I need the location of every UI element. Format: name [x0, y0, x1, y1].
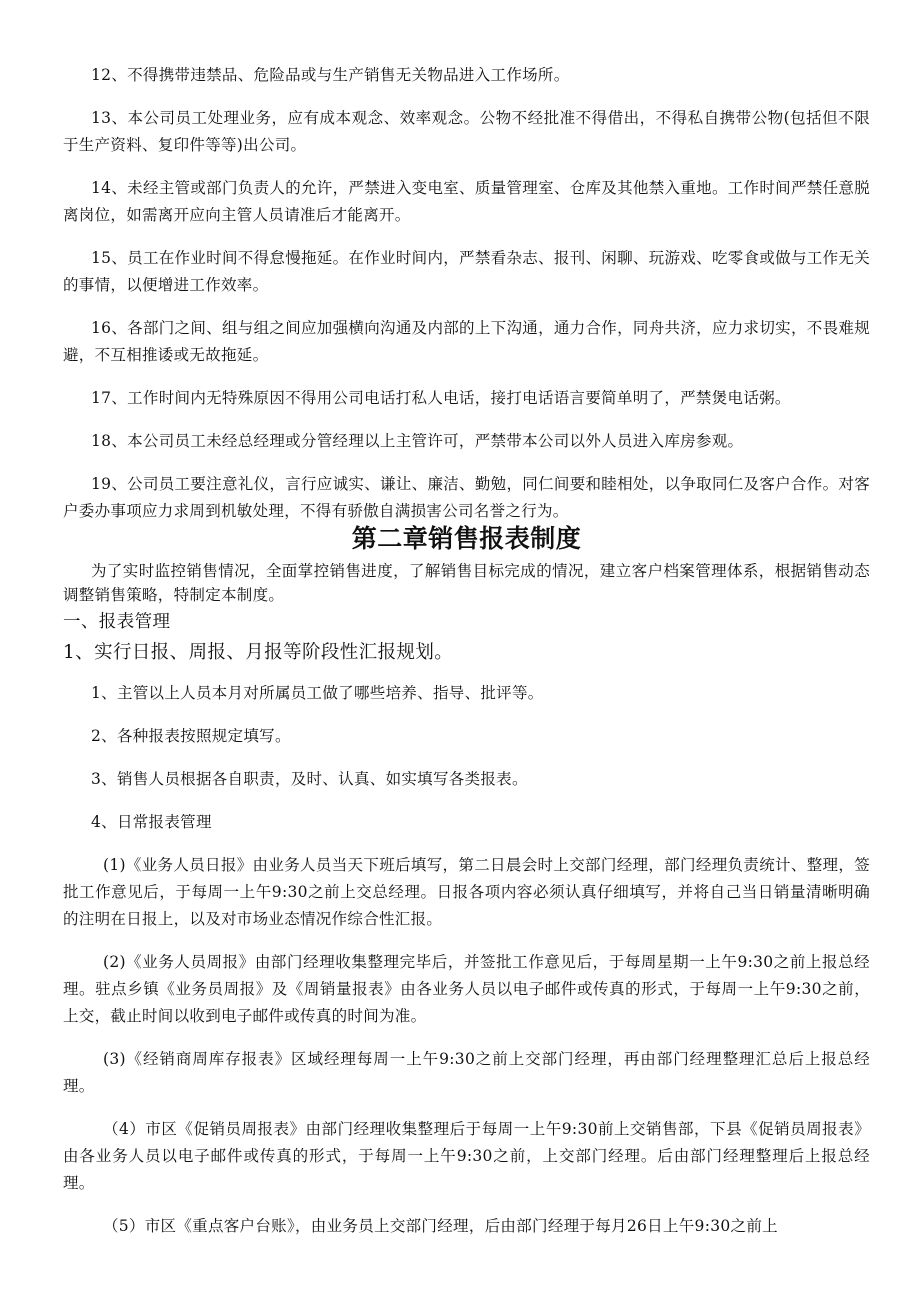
chapter-intro: 为了实时监控销售情况，全面掌控销售进度，了解销售目标完成的情况，建立客户档案管理体系，根据销售动态调整销售策略，特制定本制度。 [63, 562, 870, 604]
rule-19: 19、公司员工要注意礼仪，言行应诚实、谦让、廉洁、勤勉，同仁间要和睦相处，以争取同仁及客户合作。对客户委办事项应力求周到机敏处理，不得有骄傲自满损害公司名誉之行为。 [63, 475, 870, 520]
section-heading: 一、报表管理 [63, 612, 171, 632]
rule-13: 13、本公司员工处理业务，应有成本观念、效率观念。公物不经批准不得借出，不得私自携带公物(包括但不限于生产资料、复印件等等)出公司。 [63, 109, 870, 154]
rule-15: 15、员工在作业时间不得怠慢拖延。在作业时间内，严禁看杂志、报刊、闲聊、玩游戏、吃零食或做与工作无关的事情，以便增进工作效率。 [63, 249, 870, 294]
list-item: 2、各种报表按照规定填写。 [91, 727, 291, 745]
chapter-title: 第二章销售报表制度 [351, 524, 582, 553]
rule-12: 12、不得携带违禁品、危险品或与生产销售无关物品进入工作场所。 [91, 66, 570, 84]
sub-list-item: (1)《业务人员日报》由业务人员当天下班后填写，第二日晨会时上交部门经理，部门经理负责统计、整理，签批工作意见后，于每周一上午9:30之前上交总经理。日报各项内容必须认真仔细填写，并将自己当日销量清晰明确的注明在日报上，以及对市场业态情况作综合性汇报。 [63, 856, 870, 928]
rule-18: 18、本公司员工未经总经理或分管经理以上主管许可，严禁带本公司以外人员进入库房参观。 [91, 432, 744, 450]
sub-list-item: （4）市区《促销员周报表》由部门经理收集整理后于每周一上午9:30前上交销售部，下县《促销员周报表》由各业务人员以电子邮件或传真的形式，于每周一上午9:30之前，上交部门经理。后由部门经理整理后上报总经理。 [63, 1120, 870, 1192]
rule-17: 17、工作时间内无特殊原因不得用公司电话打私人电话，接打电话语言要简单明了，严禁煲电话粥。 [91, 389, 791, 407]
rule-16: 16、各部门之间、组与组之间应加强横向沟通及内部的上下沟通，通力合作，同舟共济，应力求切实，不畏难规避，不互相推诿或无故拖延。 [63, 319, 870, 364]
list-item: 1、主管以上人员本月对所属员工做了哪些培养、指导、批评等。 [91, 684, 544, 702]
rule-14: 14、未经主管或部门负责人的允许，严禁进入变电室、质量管理室、仓库及其他禁入重地。工作时间严禁任意脱离岗位，如需离开应向主管人员请准后才能离开。 [63, 179, 870, 224]
list-item: 4、日常报表管理 [91, 813, 212, 831]
sub-list-item: (2)《业务人员周报》由部门经理收集整理完毕后，并签批工作意见后，于每周星期一上午9:30之前上报总经理。驻点乡镇《业务员周报》及《周销量报表》由各业务人员以电子邮件或传真的形式，于每周一上午9:30之前，上交，截止时间以收到电子邮件或传真的时间为准。 [63, 953, 870, 1025]
list-item: 3、销售人员根据各自职责，及时、认真、如实填写各类报表。 [91, 770, 528, 788]
sub-list-item: （5）市区《重点客户台账》，由业务员上交部门经理，后由部门经理于每月26日上午9:30之前上 [103, 1217, 778, 1235]
sub-list-item: (3)《经销商周库存报表》区域经理每周一上午9:30之前上交部门经理，再由部门经理整理汇总后上报总经理。 [63, 1050, 870, 1095]
subsection-heading: 1、实行日报、周报、月报等阶段性汇报规划。 [63, 642, 454, 663]
